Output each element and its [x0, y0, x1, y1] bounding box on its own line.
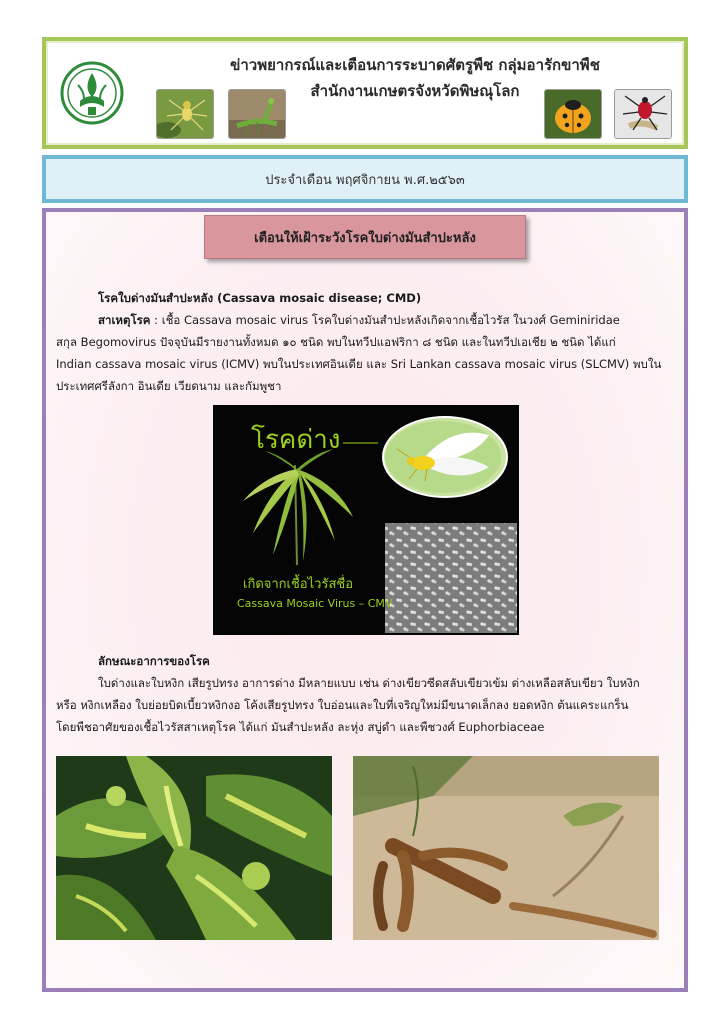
cause-text1: : เชื้อ Cassava mosaic virus โรคใบด่างมันสำปะหลังเกิดจากเชื้อไวรัส ในวงศ์ Geminiridae [150, 313, 620, 327]
whitefly-illustration [383, 417, 507, 497]
disease-heading: โรคใบด่างมันสำปะหลัง (Cassava mosaic disease; CMD) [98, 291, 422, 305]
ladybug-photo [544, 89, 602, 139]
assassin-bug-photo [614, 89, 672, 139]
symptoms-line1: ใบด่างและใบหงิก เสียรูปทรง อาการด่าง มีหลายแบบ เช่น ด่างเขียวซีดสลับเขียวเข้ม ด่างเหลือสลับเขียว ใบหงิก [98, 676, 640, 690]
infographic-caption2: Cassava Mosaic Virus – CMV [237, 597, 393, 610]
symptoms-line2: หรือ หงิกเหลือง ใบย่อยบิดเบี้ยวหงิกงอ โค้งเสียรูปทรง ใบอ่อนและใบที่เจริญใหม่มีขนาดเล็กลง ยอดหงิก ต้นแคระแกร็น [56, 698, 629, 712]
header-title-line1: ข่าวพยากรณ์และเตือนการระบาดศัตรูพืช กลุ่มอารักขาพืช [230, 56, 600, 74]
cause-line3: Indian cassava mosaic virus (ICMV) พบในประเทศอินเดีย และ Sri Lankan cassava mosaic virus (SLCMV) พบใน [56, 357, 662, 371]
header-title-line2: สำนักงานเกษตรจังหวัดพิษณุโลก [310, 82, 520, 100]
disease-infographic [213, 405, 519, 635]
infographic-caption1: เกิดจากเชื้อไวรัสชื่อ [243, 577, 354, 592]
virus-micrograph [385, 523, 517, 633]
cassava-leaf-illustration [243, 449, 353, 565]
cause-line4: ประเทศศรีลังกา อินเดีย เวียดนาม และกัมพูชา [56, 379, 282, 393]
cause-line1 [98, 309, 620, 331]
month-label: ประจำเดือน พฤศจิกายน พ.ศ.๒๕๖๓ [265, 172, 465, 188]
page-header [42, 37, 688, 149]
symptoms-heading: ลักษณะอาการของโรค [98, 654, 210, 668]
mosaic-leaf-photo [56, 756, 332, 940]
month-banner [42, 155, 688, 203]
mantis-photo [228, 89, 286, 139]
spider-photo [156, 89, 214, 139]
cause-label: สาเหตุโรค [98, 313, 151, 327]
agriculture-emblem-icon [60, 61, 124, 125]
cause-line2: สกุล Begomovirus ปัจจุบันมีรายงานทั้งหมด ๑๐ ชนิด พบในทวีปแอฟริกา ๘ ชนิด และในทวีปเอเชีย ๒ ชนิด ได้แก่ [56, 335, 616, 349]
warning-label: เตือนให้เฝ้าระวังโรคใบด่างมันสำปะหลัง [254, 230, 476, 246]
warning-banner [204, 215, 526, 259]
infographic-title: โรคด่าง [251, 425, 341, 455]
symptoms-line3: โดยพืชอาศัยของเชื้อไวรัสสาเหตุโรค ได้แก่ มันสำปะหลัง ละหุ่ง สบู่ดำ และพืชวงศ์ Euphorbiaceae [56, 720, 545, 734]
cassava-roots-photo [353, 756, 659, 940]
